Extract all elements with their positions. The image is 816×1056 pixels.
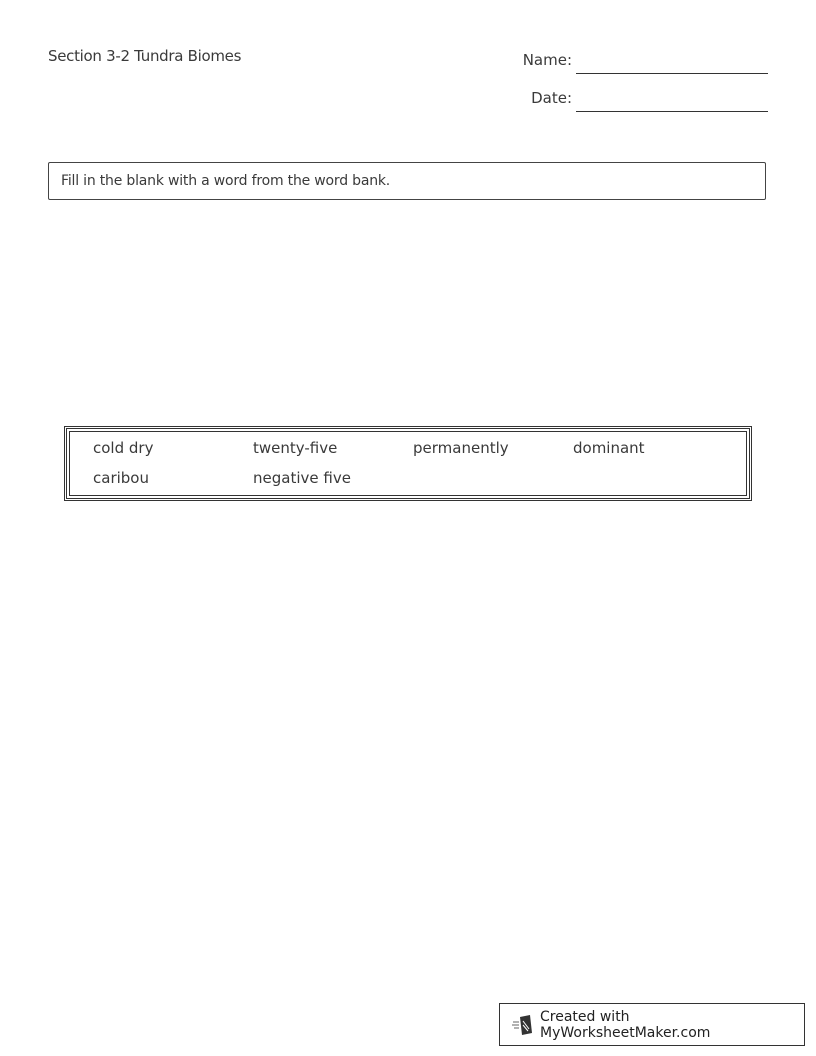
word-bank-item: twenty-five bbox=[253, 439, 338, 457]
worksheet-title: Section 3-2 Tundra Biomes bbox=[48, 47, 242, 65]
name-field bbox=[470, 51, 572, 71]
word-bank-item: caribou bbox=[93, 469, 149, 487]
footer-text: Created with MyWorksheetMaker.com bbox=[540, 1008, 711, 1041]
instructions-box bbox=[48, 162, 766, 200]
name-line[interactable] bbox=[576, 73, 768, 74]
word-bank-item: cold dry bbox=[93, 439, 154, 457]
word-bank-item: dominant bbox=[573, 439, 645, 457]
instructions-text: Fill in the blank with a word from the word bank. bbox=[61, 173, 391, 189]
word-bank-item: negative five bbox=[253, 469, 351, 487]
footer-badge[interactable] bbox=[499, 1003, 805, 1046]
word-bank-item: permanently bbox=[413, 439, 509, 457]
name-label: Name: bbox=[522, 51, 572, 69]
date-line[interactable] bbox=[576, 111, 768, 112]
word-bank bbox=[64, 426, 752, 501]
date-field bbox=[470, 89, 572, 109]
worksheet-maker-logo-icon bbox=[512, 1015, 534, 1035]
date-label: Date: bbox=[531, 89, 572, 107]
